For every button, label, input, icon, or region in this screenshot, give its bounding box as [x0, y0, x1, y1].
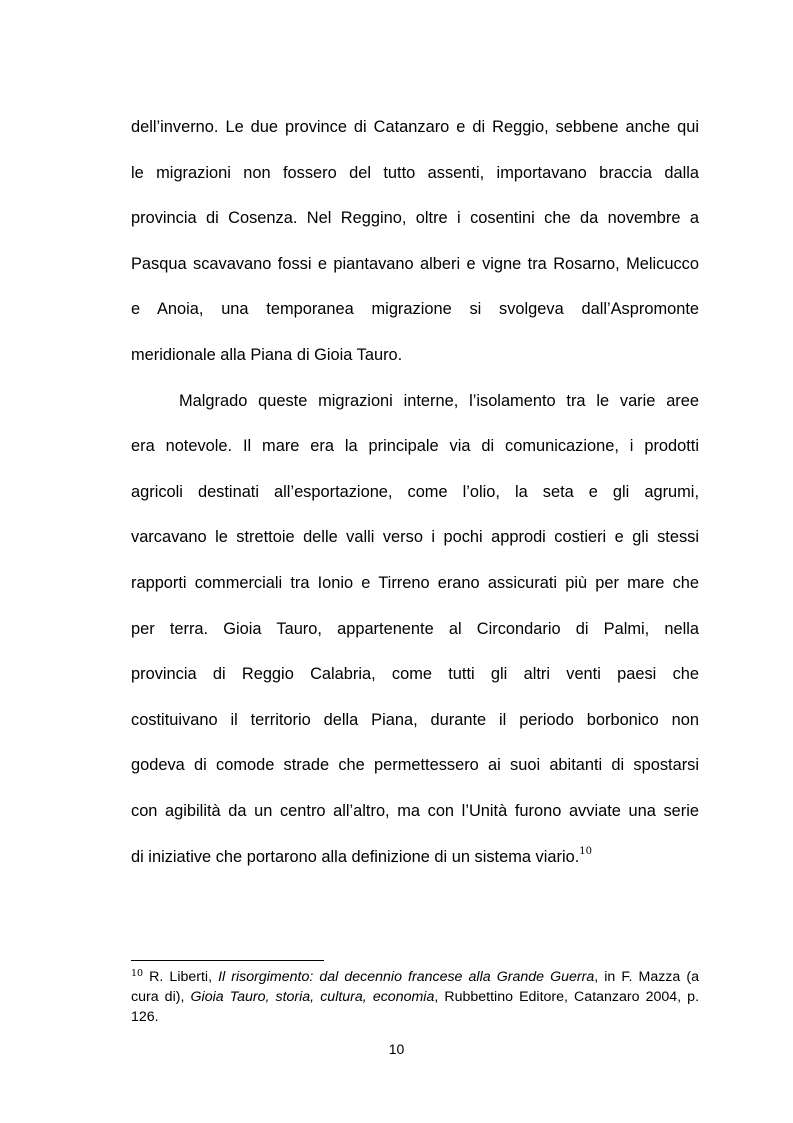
footnote-cura-text: cura di),: [131, 989, 185, 1005]
body-line-9: agricoli destinati all’esportazione, come l’olio, la seta e gli agrumi,: [131, 482, 699, 501]
body-line-4: Pasqua scavavano fossi e piantavano alberi e vigne tra Rosarno, Melicucco: [131, 254, 699, 273]
footnote-line-1: [131, 967, 699, 987]
footnote-author: R. Liberti,: [149, 969, 213, 985]
footnote-separator: [131, 960, 324, 961]
body-line-15: godeva di comode strade che permettessero ai suoi abitanti di spostarsi: [131, 756, 699, 775]
body-text: [131, 105, 699, 880]
footnote-number: 10: [131, 968, 144, 979]
body-line-13: provincia di Reggio Calabria, come tutti gli altri venti paesi che: [131, 665, 699, 684]
body-line-2: le migrazioni non fossero del tutto assenti, importavano braccia dalla: [131, 163, 699, 182]
body-line-17-text: di iniziative che portarono alla definizione di un sistema viario.: [131, 847, 580, 866]
body-line-5: e Anoia, una temporanea migrazione si svolgeva dall’Aspromonte: [131, 300, 699, 319]
page-number: 10: [388, 1041, 405, 1057]
body-line-12: per terra. Gioia Tauro, appartenente al Circondario di Palmi, nella: [131, 619, 699, 638]
body-line-3: provincia di Cosenza. Nel Reggino, oltre i cosentini che da novembre a: [131, 209, 699, 228]
body-line-1: dell’inverno. Le due province di Catanzaro e di Reggio, sebbene anche qui: [131, 118, 699, 136]
body-line-16: con agibilità da un centro all’altro, ma con l’Unità furono avviate una serie: [131, 801, 699, 820]
footnote-line-3: 126.: [131, 1009, 159, 1025]
body-line-6: meridionale alla Piana di Gioia Tauro.: [131, 345, 403, 364]
body-line-7: Malgrado queste migrazioni interne, l’isolamento tra le varie aree: [179, 391, 699, 410]
footnote-in-text: , in F. Mazza (a: [594, 969, 699, 985]
footnote-10: [131, 967, 699, 1027]
body-line-17: [131, 835, 699, 881]
footnote-reference[interactable]: 10: [579, 845, 592, 857]
footnote-book-title: Gioia Tauro, storia, cultura, economia: [190, 989, 435, 1005]
footnote-publisher-text: , Rubbettino Editore, Catanzaro 2004, p.: [434, 989, 700, 1005]
footnote-work-title: Il risorgimento: dal decennio francese alla Grande Guerra: [218, 969, 595, 985]
body-line-8: era notevole. Il mare era la principale via di comunicazione, i prodotti: [131, 437, 699, 456]
body-line-10: varcavano le strettoie delle valli verso i pochi approdi costieri e gli stessi: [131, 528, 699, 547]
footnote-line-2: [131, 987, 699, 1007]
body-line-11: rapporti commerciali tra Ionio e Tirreno erano assicurati più per mare che: [131, 573, 699, 592]
body-line-14: costituivano il territorio della Piana, durante il periodo borbonico non: [131, 710, 699, 729]
